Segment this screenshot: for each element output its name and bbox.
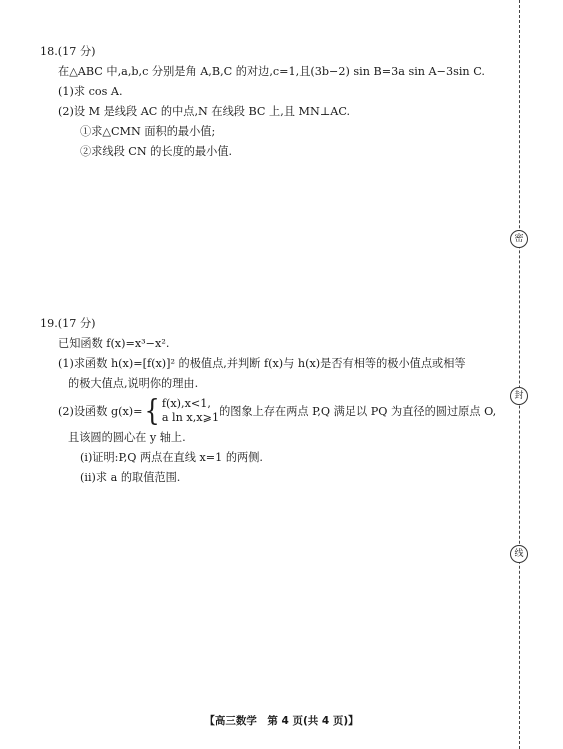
problem-18-stem: 在△ABC 中,a,b,c 分别是角 A,B,C 的对边,c=1,且(3b−2) sin B=3a sin A−3sin C. xyxy=(58,65,485,78)
problem-19-sub-ii: (ⅱ)求 a 的取值范围. xyxy=(80,471,181,484)
page-footer: 【高三数学 第 4 页(共 4 页)】 xyxy=(204,715,359,727)
seal-mark-xian: 线 xyxy=(510,545,528,563)
problem-18-sub2: ②求线段 CN 的长度的最小值. xyxy=(80,145,233,158)
problem-19-heading: 19.(17 分) xyxy=(40,317,96,330)
problem-19-sub-i: (ⅰ)证明:P,Q 两点在直线 x=1 的两侧. xyxy=(80,451,263,464)
piecewise-cases xyxy=(162,397,219,425)
part2-prefix: (2)设函数 g(x)= xyxy=(58,405,143,418)
case-2: a ln x,x⩾1 xyxy=(161,411,220,424)
problem-19-part1-line2: 的极大值点,说明你的理由. xyxy=(68,377,199,390)
problem-18-part2: (2)设 M 是线段 AC 的中点,N 在线段 BC 上,且 MN⊥AC. xyxy=(58,105,351,118)
piecewise-definition xyxy=(58,394,510,428)
binding-dashed-line xyxy=(519,0,520,749)
problem-18-part1: (1)求 cos A. xyxy=(58,85,123,98)
problem-19-stem: 已知函数 f(x)=x³−x². xyxy=(58,337,170,350)
problem-19-part1-line1: (1)求函数 h(x)=[f(x)]² 的极值点,并判断 f(x)与 h(x)是否有相等的极小值点或相等 xyxy=(58,357,466,370)
seal-mark-feng: 封 xyxy=(510,387,528,405)
part2-suffix: 的图象上存在两点 P,Q 满足以 PQ 为直径的圆过原点 O, xyxy=(219,405,497,418)
problem-19 xyxy=(40,314,510,488)
seal-mark-mi: 密 xyxy=(510,230,528,248)
problem-18 xyxy=(40,42,510,162)
problem-19-part2-line2: 且该圆的圆心在 y 轴上. xyxy=(68,431,186,444)
left-brace: { xyxy=(144,394,160,428)
problem-18-sub1: ①求△CMN 面积的最小值; xyxy=(80,125,216,138)
problem-18-heading: 18.(17 分) xyxy=(40,45,96,58)
case-1: f(x),x<1, xyxy=(161,397,211,410)
